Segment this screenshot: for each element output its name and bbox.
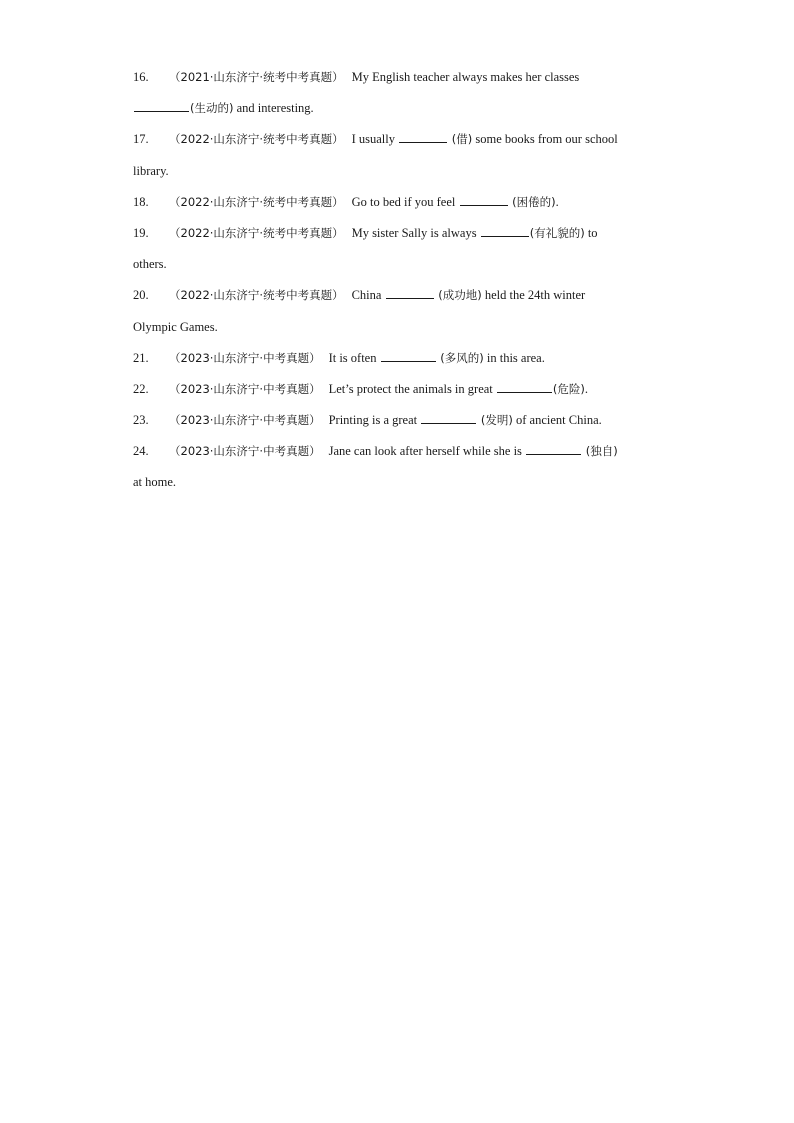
answer-blank[interactable]	[381, 349, 436, 362]
question-source: （2023·山东济宁·中考真题）	[169, 413, 321, 428]
question-24-line-1	[133, 436, 673, 467]
question-text: Olympic Games.	[133, 319, 218, 334]
question-hint: (发明)	[477, 413, 513, 428]
question-source: （2022·山东济宁·统考中考真题）	[169, 225, 344, 240]
question-text: Let’s protect the animals in great	[328, 381, 496, 396]
answer-blank[interactable]	[421, 411, 476, 424]
question-text: and interesting.	[233, 101, 314, 116]
answer-blank[interactable]	[386, 286, 434, 299]
question-17-line-1	[133, 124, 673, 155]
answer-blank[interactable]	[134, 99, 189, 112]
question-hint: (困倦的)	[508, 194, 556, 209]
question-text: .	[555, 194, 559, 209]
answer-blank[interactable]	[526, 442, 581, 455]
question-source: （2022·山东济宁·统考中考真题）	[169, 194, 344, 209]
question-hint: (借)	[448, 132, 473, 147]
question-number: 21.	[133, 350, 149, 365]
question-number: 16.	[133, 70, 149, 84]
question-source: （2022·山东济宁·统考中考真题）	[169, 288, 344, 303]
question-16-line-2	[133, 93, 673, 124]
question-text: My sister Sally is always	[351, 225, 480, 240]
question-hint: (有礼貌的)	[529, 225, 585, 240]
question-hint: (成功地)	[434, 288, 482, 303]
question-24-line-2	[133, 467, 673, 498]
question-text: held the 24th winter	[481, 288, 586, 303]
question-19-line-1	[133, 218, 673, 249]
question-source: （2023·山东济宁·中考真题）	[169, 350, 321, 365]
question-text: Jane can look after herself while she is	[328, 444, 526, 459]
question-text: some books from our school	[472, 132, 618, 147]
question-hint: (危险)	[552, 381, 585, 396]
question-20-line-1	[133, 280, 673, 311]
question-16-line-1	[133, 62, 673, 93]
question-source: （2023·山东济宁·中考真题）	[169, 444, 321, 459]
question-source: （2023·山东济宁·中考真题）	[169, 381, 321, 396]
question-text: to	[584, 225, 598, 240]
question-text: of ancient China.	[512, 413, 602, 428]
question-text: in this area.	[483, 350, 545, 365]
answer-blank[interactable]	[497, 380, 552, 393]
question-19-line-2	[133, 249, 673, 280]
question-list	[133, 62, 673, 499]
question-number: 23.	[133, 413, 149, 428]
question-text: Printing is a great	[328, 413, 421, 428]
question-number: 24.	[133, 444, 149, 459]
question-text: Go to bed if you feel	[351, 194, 459, 209]
question-source: （2021·山东济宁·统考中考真题）	[169, 70, 344, 84]
question-source: （2022·山东济宁·统考中考真题）	[169, 132, 344, 147]
question-text: .	[584, 381, 588, 396]
question-text: It is often	[328, 350, 380, 365]
question-hint: (多风的)	[436, 350, 484, 365]
question-text: library.	[133, 163, 169, 178]
question-hint: (生动的)	[190, 101, 234, 116]
question-number: 19.	[133, 225, 149, 240]
question-18-line-1	[133, 187, 673, 218]
question-text: at home.	[133, 475, 177, 490]
question-17-line-2	[133, 156, 673, 187]
question-number: 17.	[133, 132, 149, 147]
question-20-line-2	[133, 312, 673, 343]
answer-blank[interactable]	[460, 193, 508, 206]
question-22-line-1	[133, 374, 673, 405]
question-23-line-1	[133, 405, 673, 436]
question-text: others.	[133, 257, 167, 272]
answer-blank[interactable]	[481, 224, 529, 237]
question-hint: (独自)	[582, 444, 618, 459]
question-text: China	[351, 288, 385, 303]
answer-blank[interactable]	[399, 130, 447, 143]
question-number: 22.	[133, 381, 149, 396]
question-number: 20.	[133, 288, 149, 303]
question-21-line-1	[133, 343, 673, 374]
question-text: I usually	[351, 132, 399, 147]
question-number: 18.	[133, 194, 149, 209]
question-text: My English teacher always makes her classes	[351, 70, 580, 84]
